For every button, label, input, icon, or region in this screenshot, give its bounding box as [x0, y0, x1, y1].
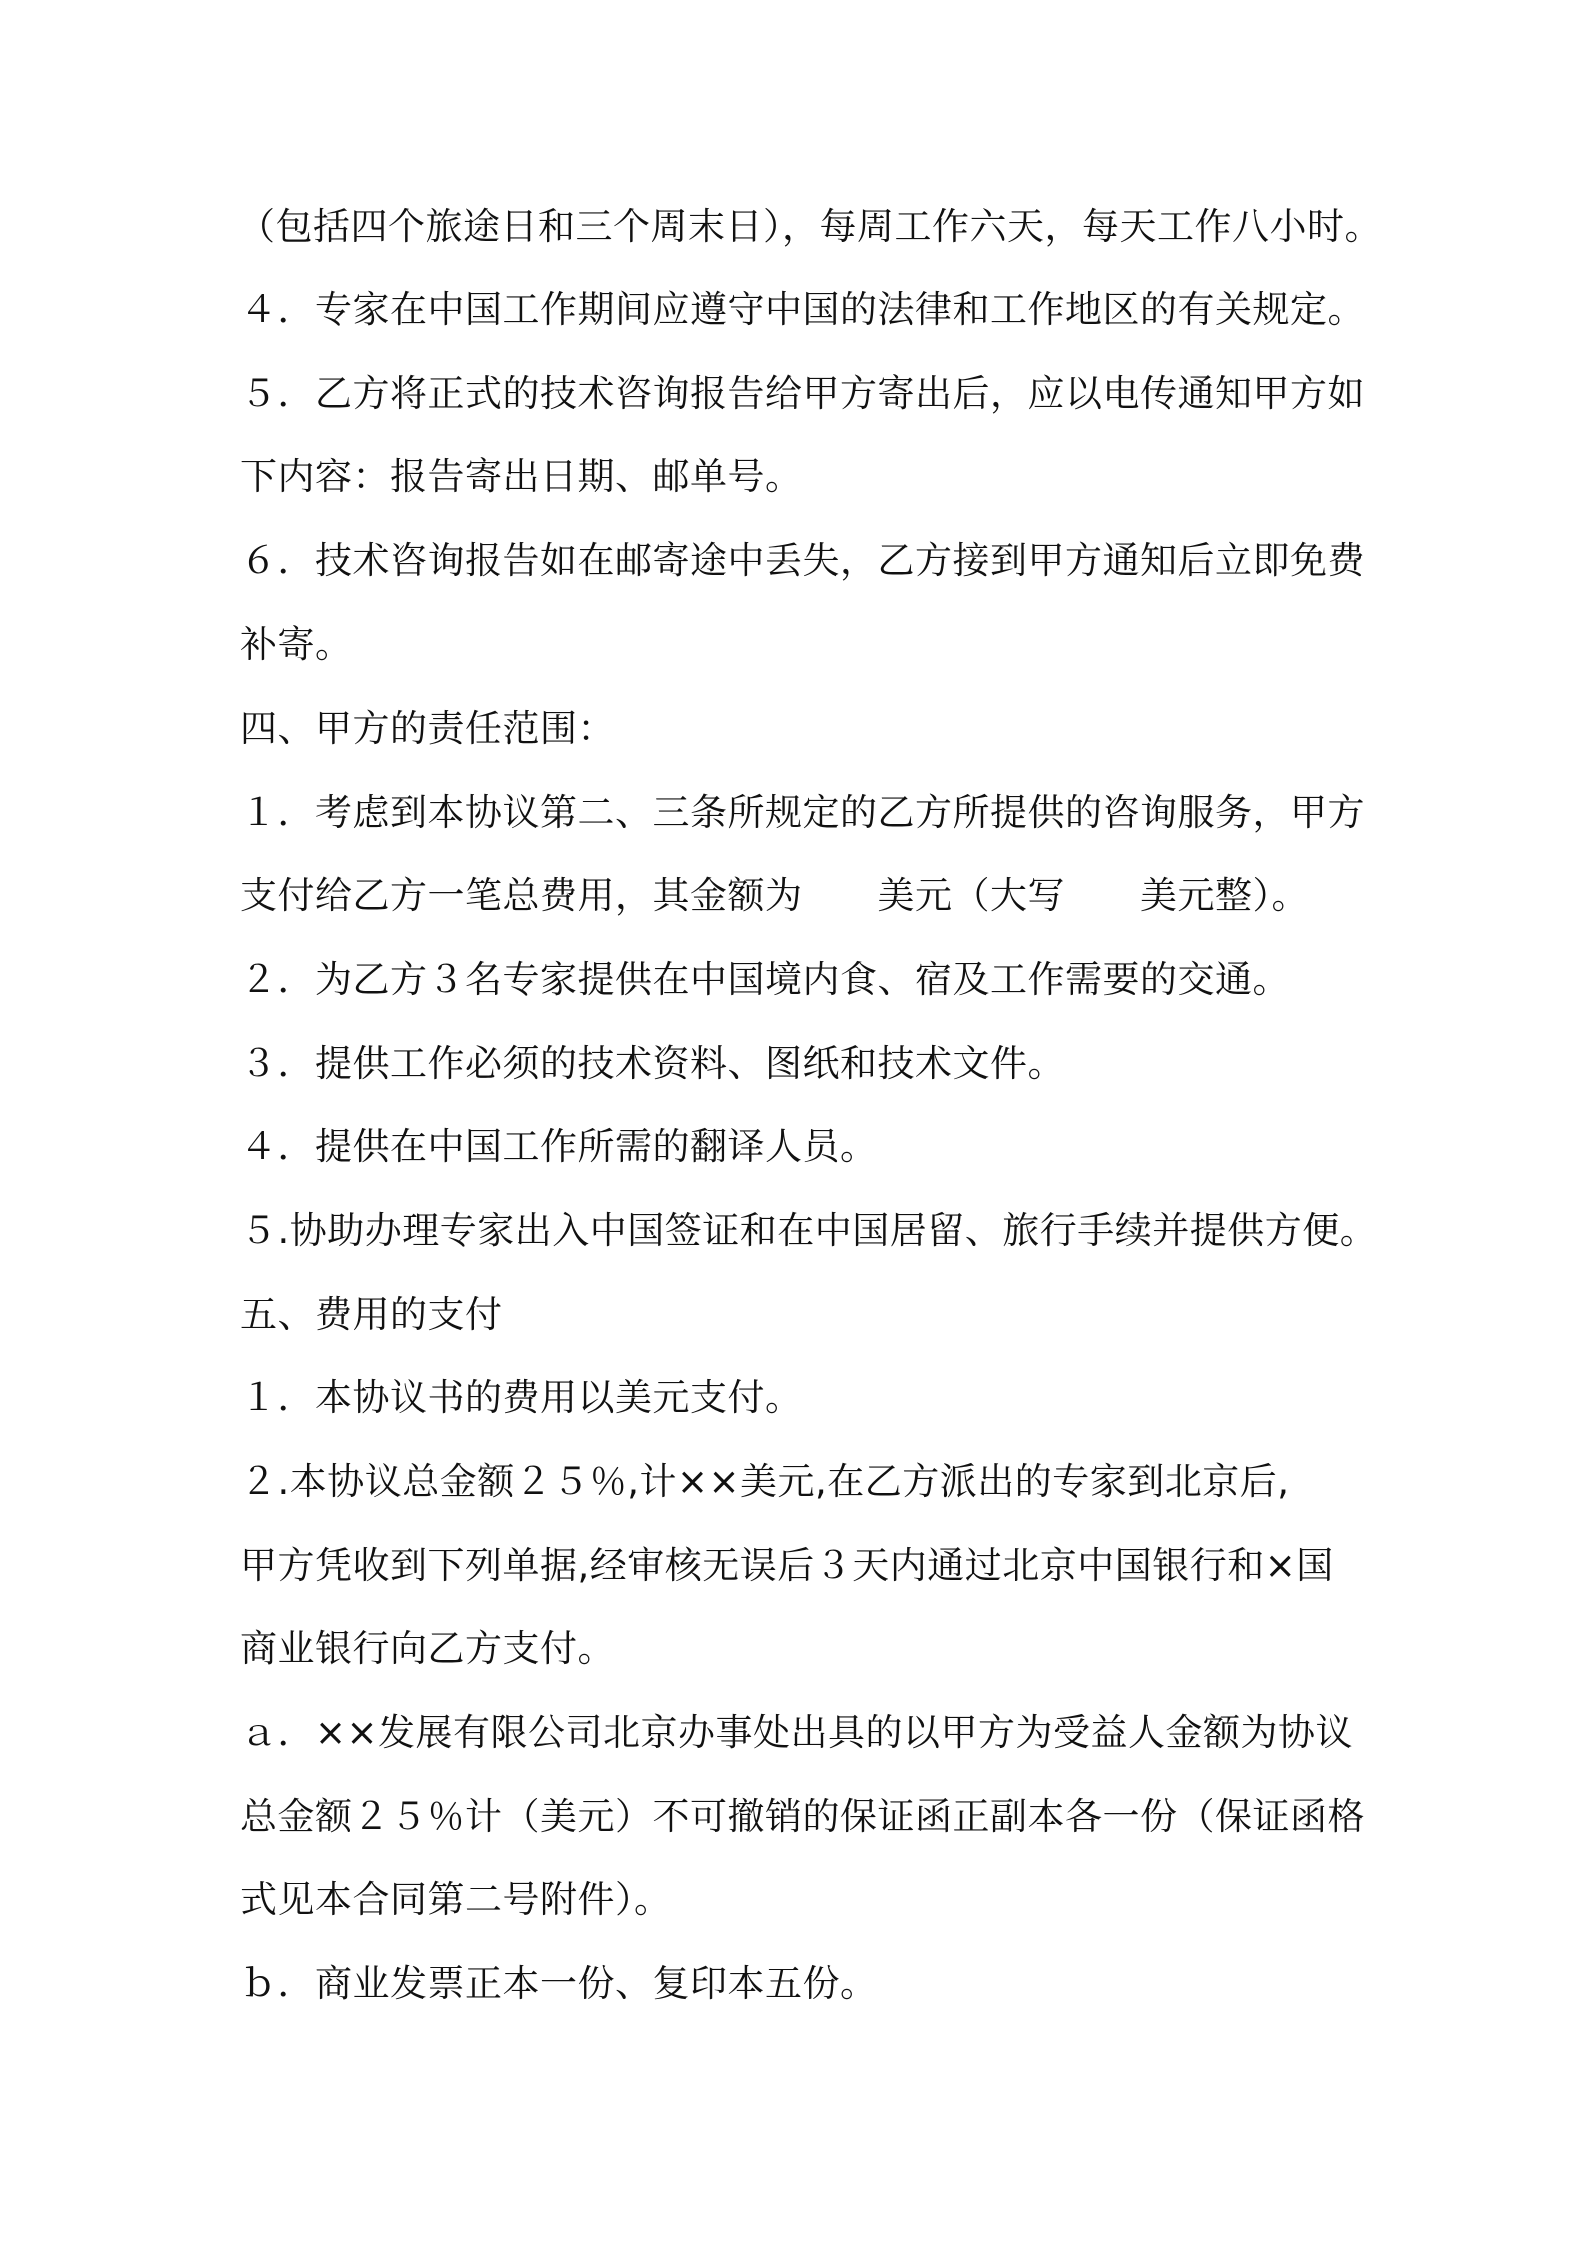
text-line: １．考虑到本协议第二、三条所规定的乙方所提供的咨询服务，甲方 [240, 791, 1365, 834]
text-line: 下内容：报告寄出日期、邮单号。 [240, 455, 803, 498]
text-line: １．本协议书的费用以美元支付。 [240, 1376, 803, 1419]
text-line: 商业银行向乙方支付。 [240, 1627, 615, 1670]
text-line: ａ．××发展有限公司北京办事处出具的以甲方为受益人金额为协议 [240, 1711, 1354, 1754]
text-line: ５.协助办理专家出入中国签证和在中国居留、旅行手续并提供方便。 [240, 1209, 1378, 1252]
text-line: ４．专家在中国工作期间应遵守中国的法律和工作地区的有关规定。 [240, 288, 1365, 331]
section-heading: 四、甲方的责任范围： [240, 707, 615, 750]
text-line: ｂ．商业发票正本一份、复印本五份。 [240, 1962, 878, 2005]
text-line: ６．技术咨询报告如在邮寄途中丢失，乙方接到甲方通知后立即免费 [240, 539, 1365, 582]
text-line: 甲方凭收到下列单据,经审核无误后３天内通过北京中国银行和×国 [240, 1544, 1334, 1587]
text-line: 总金额２５％计（美元）不可撤销的保证函正副本各一份（保证函格 [240, 1795, 1365, 1838]
text-line: （包括四个旅途日和三个周末日），每周工作六天，每天工作八小时。 [238, 205, 1382, 248]
text-line: ２．为乙方３名专家提供在中国境内食、宿及工作需要的交通。 [240, 958, 1290, 1001]
text-line: 补寄。 [240, 623, 353, 666]
text-line: ３．提供工作必须的技术资料、图纸和技术文件。 [240, 1042, 1065, 1085]
text-line: 式见本合同第二号附件）。 [240, 1878, 672, 1921]
text-line: ４．提供在中国工作所需的翻译人员。 [240, 1125, 878, 1168]
text-line: ５．乙方将正式的技术咨询报告给甲方寄出后，应以电传通知甲方如 [240, 372, 1365, 415]
text-line: 支付给乙方一笔总费用，其金额为 美元（大写 美元整）。 [240, 874, 1309, 917]
section-heading: 五、费用的支付 [240, 1293, 503, 1336]
text-line: ２.本协议总金额２５％,计××美元,在乙方派出的专家到北京后, [240, 1460, 1290, 1503]
